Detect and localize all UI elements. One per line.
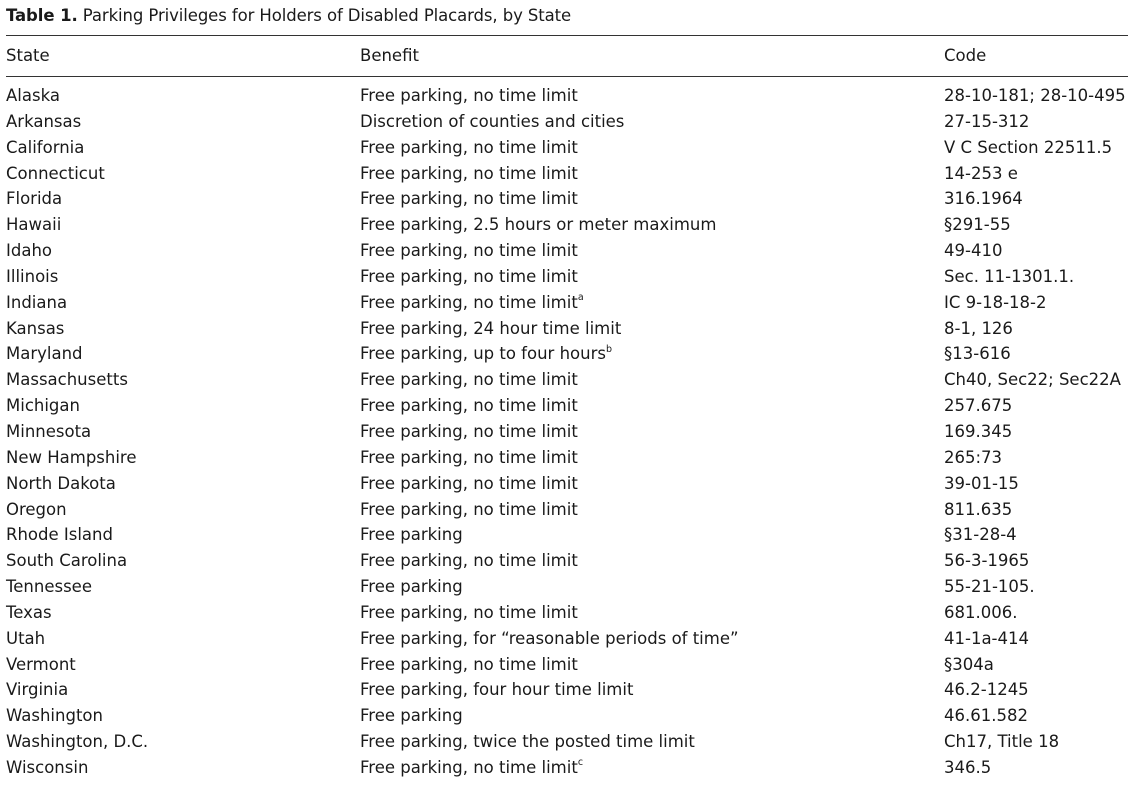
cell-state: Minnesota	[6, 421, 92, 441]
cell-benefit-text: Free parking, no time limit	[360, 292, 578, 312]
cell-benefit-text: Free parking, 2.5 hours or meter maximum	[360, 215, 717, 235]
cell-benefit	[360, 111, 624, 133]
cell-benefit	[360, 447, 578, 469]
cell-benefit-text: Free parking, no time limit	[360, 499, 578, 519]
cell-benefit	[360, 602, 578, 624]
table-row	[6, 343, 1128, 369]
cell-benefit-text: Free parking, no time limit	[360, 447, 578, 467]
table-row	[6, 85, 1128, 111]
table-row	[6, 395, 1128, 421]
cell-code: Ch17, Title 18	[944, 732, 1060, 752]
cell-state: Oregon	[6, 499, 67, 519]
cell-benefit	[360, 628, 739, 650]
cell-state: South Carolina	[6, 551, 128, 571]
cell-state: Arkansas	[6, 111, 82, 131]
cell-state: Alaska	[6, 86, 60, 105]
cell-state: Tennessee	[6, 577, 92, 597]
cell-state: Connecticut	[6, 163, 105, 183]
cell-code: §291-55	[944, 215, 1011, 235]
footnote-marker: a	[577, 292, 584, 304]
cell-benefit	[360, 85, 578, 107]
column-header-code: Code	[944, 46, 987, 65]
cell-code: V C Section 22511.5	[944, 137, 1113, 157]
cell-code: 56-3-1965	[944, 551, 1030, 571]
table-title: Parking Privileges for Holders of Disabled Placards, by State	[82, 6, 572, 25]
table-row	[6, 188, 1128, 214]
cell-state: Wisconsin	[6, 757, 89, 777]
cell-code: 681.006.	[944, 602, 1018, 622]
table-row	[6, 473, 1128, 499]
cell-benefit-text: Free parking	[360, 706, 463, 726]
cell-benefit-text: Free parking, no time limit	[360, 551, 578, 571]
cell-state: Hawaii	[6, 215, 62, 235]
cell-benefit	[360, 731, 695, 753]
cell-code: 346.5	[944, 757, 992, 777]
cell-code: 8-1, 126	[944, 318, 1013, 338]
table-row	[6, 163, 1128, 189]
table-row	[6, 705, 1128, 731]
cell-state: Rhode Island	[6, 525, 113, 545]
cell-benefit-text: Free parking, no time limit	[360, 654, 578, 674]
cell-benefit	[360, 524, 463, 546]
cell-benefit	[360, 163, 578, 185]
cell-benefit-text: Free parking, no time limit	[360, 241, 578, 261]
cell-state: New Hampshire	[6, 447, 137, 467]
cell-code: 39-01-15	[944, 473, 1019, 493]
cell-benefit-text: Free parking, no time limit	[360, 602, 578, 622]
table-header-rule	[6, 76, 1128, 77]
table-row	[6, 628, 1128, 654]
cell-benefit	[360, 705, 463, 727]
cell-state: Utah	[6, 628, 46, 648]
cell-benefit-text: Free parking, four hour time limit	[360, 680, 634, 700]
table-row	[6, 292, 1128, 318]
cell-state: Indiana	[6, 292, 68, 312]
cell-benefit-text: Free parking, no time limit	[360, 757, 578, 777]
cell-code: 46.61.582	[944, 706, 1028, 726]
table-row	[6, 369, 1128, 395]
cell-code: 316.1964	[944, 189, 1023, 209]
cell-code: 27-15-312	[944, 111, 1030, 131]
cell-state: Virginia	[6, 680, 69, 700]
cell-benefit-text: Free parking, no time limit	[360, 266, 578, 286]
table-row	[6, 266, 1128, 292]
cell-code: IC 9-18-18-2	[944, 292, 1047, 312]
cell-benefit	[360, 473, 578, 495]
cell-benefit	[360, 188, 578, 210]
cell-code: 265:73	[944, 447, 1003, 467]
cell-benefit	[360, 266, 578, 288]
cell-code: 169.345	[944, 421, 1013, 441]
cell-code: §31-28-4	[944, 525, 1017, 545]
cell-benefit	[360, 395, 578, 417]
cell-state: Idaho	[6, 241, 53, 261]
cell-benefit-text: Free parking, no time limit	[360, 163, 578, 183]
cell-benefit	[360, 550, 578, 572]
cell-benefit	[360, 757, 583, 779]
table-row	[6, 421, 1128, 447]
cell-benefit-text: Free parking, no time limit	[360, 86, 578, 105]
table-row	[6, 654, 1128, 680]
table-caption	[6, 6, 571, 25]
table-row	[6, 602, 1128, 628]
cell-benefit-text: Free parking, no time limit	[360, 421, 578, 441]
cell-code: 811.635	[944, 499, 1013, 519]
table-row	[6, 576, 1128, 602]
table-row	[6, 214, 1128, 240]
cell-code: Ch40, Sec22; Sec22A	[944, 370, 1121, 390]
table-row	[6, 240, 1128, 266]
cell-benefit	[360, 576, 463, 598]
column-header-benefit: Benefit	[360, 46, 419, 65]
cell-benefit-text: Free parking, no time limit	[360, 137, 578, 157]
cell-benefit	[360, 369, 578, 391]
cell-code: 55-21-105.	[944, 577, 1035, 597]
cell-benefit-text: Free parking, for “reasonable periods of time”	[360, 628, 739, 648]
cell-state: North Dakota	[6, 473, 116, 493]
cell-benefit-text: Free parking, no time limit	[360, 473, 578, 493]
cell-benefit-text: Free parking, no time limit	[360, 370, 578, 390]
cell-benefit	[360, 137, 578, 159]
cell-state: Texas	[6, 602, 52, 622]
cell-benefit-text: Free parking, no time limit	[360, 189, 578, 209]
cell-state: Michigan	[6, 396, 80, 416]
cell-code: Sec. 11-1301.1.	[944, 266, 1075, 286]
cell-benefit	[360, 343, 612, 365]
cell-benefit	[360, 679, 633, 701]
cell-benefit	[360, 214, 716, 236]
cell-code: §304a	[944, 654, 994, 674]
cell-code: 41-1a-414	[944, 628, 1030, 648]
table-row	[6, 318, 1128, 344]
footnote-marker: b	[605, 343, 612, 355]
cell-code: 28-10-181; 28-10-495	[944, 86, 1126, 105]
table-row	[6, 757, 1128, 783]
table-row	[6, 137, 1128, 163]
table-body	[6, 85, 1128, 783]
cell-benefit-text: Free parking, 24 hour time limit	[360, 318, 622, 338]
table-header-row	[6, 46, 1128, 68]
cell-benefit-text: Free parking	[360, 577, 463, 597]
footnote-marker: c	[577, 757, 584, 769]
cell-benefit	[360, 654, 578, 676]
cell-state: Kansas	[6, 318, 65, 338]
cell-state: Illinois	[6, 266, 59, 286]
table-label: Table 1.	[6, 6, 78, 25]
cell-benefit	[360, 318, 621, 340]
cell-state: Maryland	[6, 344, 83, 364]
cell-benefit-text: Free parking, no time limit	[360, 396, 578, 416]
cell-benefit-text: Free parking, twice the posted time limit	[360, 732, 695, 752]
table-row	[6, 111, 1128, 137]
cell-code: 257.675	[944, 396, 1013, 416]
table-row	[6, 731, 1128, 757]
cell-code: §13-616	[944, 344, 1011, 364]
cell-state: California	[6, 137, 85, 157]
cell-state: Washington	[6, 706, 103, 726]
cell-state: Washington, D.C.	[6, 732, 149, 752]
table-row	[6, 550, 1128, 576]
cell-benefit	[360, 499, 578, 521]
column-header-state: State	[6, 46, 50, 65]
table-row	[6, 679, 1128, 705]
cell-benefit-text: Discretion of counties and cities	[360, 111, 625, 131]
cell-state: Massachusetts	[6, 370, 128, 390]
cell-benefit	[360, 292, 584, 314]
cell-code: 14-253 e	[944, 163, 1018, 183]
table-top-rule	[6, 35, 1128, 36]
table-row	[6, 524, 1128, 550]
table-row	[6, 499, 1128, 525]
cell-benefit	[360, 421, 578, 443]
cell-benefit-text: Free parking, up to four hours	[360, 344, 606, 364]
table-row	[6, 447, 1128, 473]
cell-code: 46.2-1245	[944, 680, 1029, 700]
cell-state: Vermont	[6, 654, 76, 674]
cell-state: Florida	[6, 189, 63, 209]
cell-benefit-text: Free parking	[360, 525, 463, 545]
cell-code: 49-410	[944, 241, 1003, 261]
cell-benefit	[360, 240, 578, 262]
